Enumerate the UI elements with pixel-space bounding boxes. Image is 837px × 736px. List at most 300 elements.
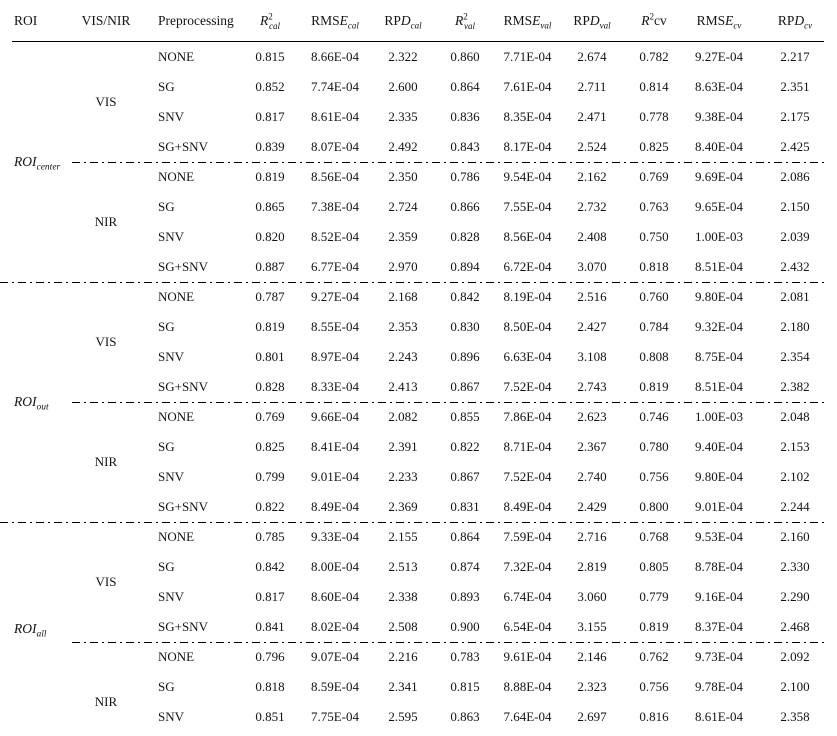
value-cell: 0.863	[450, 709, 480, 724]
table-body	[0, 42, 837, 732]
value-cell: 2.039	[780, 229, 810, 244]
value-cell: 2.217	[780, 49, 810, 64]
roi-cell-spacer	[0, 462, 78, 492]
value-cell: 9.40E-04	[694, 439, 744, 454]
value-cell: 0.769	[639, 169, 669, 184]
value-cell: 6.72E-04	[503, 259, 552, 274]
band-label-nir: NIR	[94, 694, 118, 709]
text-segment: RP	[573, 13, 590, 28]
band-label-vis: VIS	[95, 94, 117, 109]
column-header-rpd-cal	[370, 0, 436, 42]
value-cell: 2.330	[780, 559, 810, 574]
value-cell: 9.65E-04	[694, 199, 744, 214]
value-cell: 2.697	[577, 709, 607, 724]
value-cell: 0.864	[450, 79, 480, 94]
roi-cell-spacer	[0, 342, 78, 372]
value-cell: 2.524	[577, 139, 607, 154]
value-cell: 0.815	[450, 679, 480, 694]
value-cell: 2.155	[388, 529, 418, 544]
text-segment: R	[641, 13, 650, 28]
band-cell-spacer	[78, 282, 134, 312]
band-cell-spacer	[78, 252, 134, 282]
value-cell: 0.860	[450, 49, 480, 64]
value-cell: 0.805	[639, 559, 669, 574]
value-cell: 0.867	[450, 379, 480, 394]
preprocessing-cell: SG+SNV	[158, 139, 208, 154]
value-cell: 2.508	[388, 619, 418, 634]
value-cell: 0.746	[639, 409, 669, 424]
band-cell-spacer	[78, 372, 134, 402]
text-segment: RMS	[696, 13, 726, 28]
preprocessing-cell: SNV	[158, 229, 185, 244]
roi-cell-spacer	[0, 102, 78, 132]
header-row	[0, 0, 837, 42]
header-rule	[12, 41, 824, 42]
value-cell: 2.323	[577, 679, 607, 694]
value-cell: 7.75E-04	[310, 709, 360, 724]
value-cell: 8.00E-04	[310, 559, 360, 574]
value-cell: 8.66E-04	[310, 49, 360, 64]
preprocessing-cell: SNV	[158, 469, 185, 484]
text-segment: RMS	[503, 13, 533, 28]
value-cell: 9.61E-04	[503, 649, 552, 664]
text-segment: ROI	[14, 13, 38, 28]
preprocessing-cell: SG	[158, 679, 175, 694]
value-cell: 8.75E-04	[694, 349, 744, 364]
roi-cell-spacer	[0, 492, 78, 522]
value-cell: 8.63E-04	[694, 79, 744, 94]
roi-cell-spacer	[0, 702, 78, 732]
value-cell: 7.59E-04	[503, 529, 552, 544]
value-cell: 0.866	[450, 199, 480, 214]
band-label-vis: VIS	[95, 574, 117, 589]
value-cell: 9.80E-04	[694, 469, 744, 484]
value-cell: 7.71E-04	[503, 49, 552, 64]
text-segment: VIS/NIR	[81, 13, 131, 28]
value-cell: 2.153	[780, 439, 810, 454]
value-cell: 2.716	[577, 529, 607, 544]
value-cell: 0.855	[450, 409, 480, 424]
value-cell: 8.52E-04	[310, 229, 360, 244]
value-cell: 1.00E-03	[694, 229, 744, 244]
text-segment: Preprocessing	[158, 13, 234, 28]
column-header-r2-cv	[623, 0, 685, 42]
text-segment: D	[400, 13, 411, 28]
value-cell: 0.818	[255, 679, 285, 694]
text-segment: cv	[733, 20, 742, 31]
value-cell: 8.19E-04	[503, 289, 552, 304]
value-cell: 9.53E-04	[694, 529, 744, 544]
group-separator-line	[0, 282, 827, 283]
value-cell: 8.37E-04	[694, 619, 744, 634]
band-label-vis: VIS	[95, 334, 117, 349]
roi-cell-spacer	[0, 282, 78, 312]
roi-cell-spacer	[0, 252, 78, 282]
value-cell: 0.799	[255, 469, 285, 484]
value-cell: 2.335	[388, 109, 418, 124]
value-cell: 0.830	[450, 319, 480, 334]
value-cell: 0.894	[450, 259, 480, 274]
text-segment: cal	[347, 20, 359, 31]
value-cell: 2.243	[388, 349, 418, 364]
table-row	[0, 522, 837, 552]
value-cell: 0.817	[255, 109, 285, 124]
value-cell: 2.341	[388, 679, 418, 694]
column-header-rmse-cal	[300, 0, 370, 42]
value-cell: 8.33E-04	[310, 379, 360, 394]
column-header-rmse-cv	[685, 0, 753, 42]
value-cell: 0.814	[639, 79, 669, 94]
text-segment: E	[532, 13, 541, 28]
value-cell: 7.52E-04	[503, 469, 552, 484]
value-cell: 9.54E-04	[503, 169, 552, 184]
value-cell: 8.51E-04	[694, 259, 744, 274]
column-header-rmse-val	[494, 0, 561, 42]
value-cell: 8.17E-04	[503, 139, 552, 154]
value-cell: 0.760	[639, 289, 669, 304]
roi-cell-spacer	[0, 582, 78, 612]
value-cell: 0.756	[639, 679, 669, 694]
value-cell: 2.290	[780, 589, 810, 604]
value-cell: 0.784	[639, 319, 669, 334]
value-cell: 2.429	[577, 499, 607, 514]
table-row	[0, 282, 837, 312]
value-cell: 0.839	[255, 139, 285, 154]
band-cell-spacer	[78, 132, 134, 162]
text-segment: cal	[410, 20, 422, 31]
text-segment: R	[260, 13, 269, 28]
band-cell-spacer	[78, 522, 134, 552]
value-cell: 2.338	[388, 589, 418, 604]
roi-cell-spacer	[0, 432, 78, 462]
value-cell: 7.61E-04	[503, 79, 552, 94]
band-separator-line	[72, 162, 827, 163]
value-cell: 3.155	[577, 619, 607, 634]
value-cell: 0.780	[639, 439, 669, 454]
text-segment: RP	[384, 13, 401, 28]
value-cell: 8.88E-04	[503, 679, 552, 694]
value-cell: 0.828	[255, 379, 285, 394]
value-cell: 0.819	[639, 619, 669, 634]
value-cell: 8.97E-04	[310, 349, 360, 364]
value-cell: 0.779	[639, 589, 669, 604]
value-cell: 0.786	[450, 169, 480, 184]
value-cell: 9.38E-04	[694, 109, 744, 124]
value-cell: 2.354	[780, 349, 810, 364]
value-cell: 2.711	[577, 79, 607, 94]
value-cell: 2.600	[388, 79, 418, 94]
roi-cell-spacer	[0, 552, 78, 582]
value-cell: 9.16E-04	[694, 589, 744, 604]
value-cell: 0.817	[255, 589, 285, 604]
preprocessing-cell: SG	[158, 559, 175, 574]
value-cell: 0.750	[639, 229, 669, 244]
value-cell: 9.66E-04	[310, 409, 360, 424]
value-cell: 0.842	[450, 289, 480, 304]
value-cell: 8.07E-04	[310, 139, 360, 154]
value-cell: 2.162	[577, 169, 607, 184]
table-row	[0, 252, 837, 282]
value-cell: 2.623	[577, 409, 607, 424]
value-cell: 2.408	[577, 229, 607, 244]
value-cell: 7.74E-04	[310, 79, 360, 94]
preprocessing-cell: SG	[158, 79, 175, 94]
preprocessing-cell: SG+SNV	[158, 379, 208, 394]
value-cell: 0.820	[255, 229, 285, 244]
value-cell: 8.49E-04	[310, 499, 360, 514]
value-cell: 2.244	[780, 499, 810, 514]
value-cell: 2.369	[388, 499, 418, 514]
table-row	[0, 162, 837, 192]
value-cell: 2.175	[780, 109, 810, 124]
text-segment: 2	[268, 11, 273, 22]
roi-group-label	[14, 621, 47, 640]
value-cell: 3.060	[577, 589, 607, 604]
preprocessing-cell: NONE	[158, 49, 195, 64]
value-cell: 0.887	[255, 259, 285, 274]
value-cell: 2.595	[388, 709, 418, 724]
value-cell: 2.359	[388, 229, 418, 244]
text-segment: all	[36, 629, 47, 640]
value-cell: 2.358	[780, 709, 810, 724]
value-cell: 0.808	[639, 349, 669, 364]
value-cell: 0.864	[450, 529, 480, 544]
value-cell: 2.367	[577, 439, 607, 454]
value-cell: 7.38E-04	[310, 199, 360, 214]
column-header-r2-cal	[240, 0, 300, 42]
preprocessing-cell: SG	[158, 439, 175, 454]
value-cell: 3.108	[577, 349, 607, 364]
table-row	[0, 132, 837, 162]
column-header-rpd-cv	[753, 0, 837, 42]
text-segment: 2	[649, 11, 654, 22]
value-cell: 0.819	[255, 169, 285, 184]
value-cell: 6.77E-04	[310, 259, 360, 274]
value-cell: 2.350	[388, 169, 418, 184]
table-row	[0, 642, 837, 672]
band-cell-spacer	[78, 492, 134, 522]
value-cell: 0.762	[639, 649, 669, 664]
value-cell: 0.842	[255, 559, 285, 574]
value-cell: 0.900	[450, 619, 480, 634]
value-cell: 2.180	[780, 319, 810, 334]
value-cell: 2.740	[577, 469, 607, 484]
text-segment: E	[725, 13, 734, 28]
value-cell: 0.769	[255, 409, 285, 424]
value-cell: 0.816	[639, 709, 669, 724]
table-row	[0, 492, 837, 522]
value-cell: 0.818	[639, 259, 669, 274]
group-separator-line	[0, 522, 827, 523]
value-cell: 0.831	[450, 499, 480, 514]
value-cell: 2.674	[577, 49, 607, 64]
value-cell: 0.865	[255, 199, 285, 214]
roi-group-label	[14, 154, 61, 173]
band-cell-spacer	[78, 42, 134, 72]
text-segment: val	[599, 20, 611, 31]
value-cell: 8.41E-04	[310, 439, 360, 454]
value-cell: 0.893	[450, 589, 480, 604]
value-cell: 1.00E-03	[694, 409, 744, 424]
value-cell: 6.63E-04	[503, 349, 552, 364]
value-cell: 6.74E-04	[503, 589, 552, 604]
value-cell: 2.146	[577, 649, 607, 664]
value-cell: 2.082	[388, 409, 418, 424]
value-cell: 0.785	[255, 529, 285, 544]
value-cell: 8.51E-04	[694, 379, 744, 394]
value-cell: 7.52E-04	[503, 379, 552, 394]
value-cell: 9.01E-04	[694, 499, 744, 514]
value-cell: 2.382	[780, 379, 810, 394]
text-segment: R	[455, 13, 464, 28]
value-cell: 2.092	[780, 649, 810, 664]
value-cell: 9.07E-04	[310, 649, 360, 664]
value-cell: 3.070	[577, 259, 607, 274]
value-cell: 2.516	[577, 289, 607, 304]
value-cell: 2.100	[780, 679, 810, 694]
roi-cell-spacer	[0, 642, 78, 672]
value-cell: 9.32E-04	[694, 319, 744, 334]
roi-cell-spacer	[0, 312, 78, 342]
value-cell: 0.819	[639, 379, 669, 394]
preprocessing-cell: SG+SNV	[158, 499, 208, 514]
band-label-nir: NIR	[94, 454, 118, 469]
text-segment: D	[794, 13, 805, 28]
value-cell: 0.852	[255, 79, 285, 94]
value-cell: 0.874	[450, 559, 480, 574]
value-cell: 2.819	[577, 559, 607, 574]
value-cell: 2.322	[388, 49, 418, 64]
value-cell: 2.513	[388, 559, 418, 574]
value-cell: 0.828	[450, 229, 480, 244]
value-cell: 2.425	[780, 139, 810, 154]
value-cell: 8.02E-04	[310, 619, 360, 634]
value-cell: 0.763	[639, 199, 669, 214]
value-cell: 2.432	[780, 259, 810, 274]
value-cell: 8.78E-04	[694, 559, 744, 574]
column-header-roi	[0, 0, 78, 42]
band-cell-spacer	[78, 402, 134, 432]
value-cell: 2.160	[780, 529, 810, 544]
band-cell-spacer	[78, 612, 134, 642]
value-cell: 0.896	[450, 349, 480, 364]
roi-cell-spacer	[0, 522, 78, 552]
text-segment: E	[339, 13, 348, 28]
preprocessing-cell: NONE	[158, 529, 195, 544]
text-segment: cv	[654, 13, 667, 28]
preprocessing-cell: NONE	[158, 409, 195, 424]
value-cell: 0.822	[255, 499, 285, 514]
value-cell: 2.150	[780, 199, 810, 214]
band-separator-line	[72, 402, 827, 403]
value-cell: 2.351	[780, 79, 810, 94]
column-header-rpd-val	[561, 0, 623, 42]
value-cell: 9.80E-04	[694, 289, 744, 304]
value-cell: 8.40E-04	[694, 139, 744, 154]
value-cell: 7.86E-04	[503, 409, 552, 424]
column-header-vis-nir	[78, 0, 134, 42]
value-cell: 2.427	[577, 319, 607, 334]
value-cell: 0.819	[255, 319, 285, 334]
value-cell: 2.353	[388, 319, 418, 334]
value-cell: 0.756	[639, 469, 669, 484]
value-cell: 8.35E-04	[503, 109, 552, 124]
text-segment: ROI	[14, 154, 37, 169]
roi-cell-spacer	[0, 42, 78, 72]
text-segment: RMS	[311, 13, 340, 28]
text-segment: RP	[777, 13, 795, 28]
preprocessing-cell: SNV	[158, 589, 185, 604]
value-cell: 8.49E-04	[503, 499, 552, 514]
value-cell: 9.27E-04	[310, 289, 360, 304]
value-cell: 8.56E-04	[503, 229, 552, 244]
value-cell: 0.796	[255, 649, 285, 664]
column-header-preprocessing	[134, 0, 240, 42]
value-cell: 0.783	[450, 649, 480, 664]
preprocessing-cell: SG+SNV	[158, 259, 208, 274]
roi-cell-spacer	[0, 72, 78, 102]
roi-cell-spacer	[0, 192, 78, 222]
value-cell: 0.800	[639, 499, 669, 514]
value-cell: 0.787	[255, 289, 285, 304]
value-cell: 8.59E-04	[310, 679, 360, 694]
preprocessing-cell: SG	[158, 199, 175, 214]
value-cell: 2.743	[577, 379, 607, 394]
value-cell: 0.851	[255, 709, 285, 724]
value-cell: 2.732	[577, 199, 607, 214]
value-cell: 0.778	[639, 109, 669, 124]
value-cell: 2.724	[388, 199, 418, 214]
value-cell: 0.867	[450, 469, 480, 484]
value-cell: 9.78E-04	[694, 679, 744, 694]
value-cell: 0.825	[639, 139, 669, 154]
value-cell: 2.492	[388, 139, 418, 154]
value-cell: 2.102	[780, 469, 810, 484]
value-cell: 8.55E-04	[310, 319, 360, 334]
value-cell: 0.815	[255, 49, 285, 64]
value-cell: 8.50E-04	[503, 319, 552, 334]
preprocessing-cell: SG	[158, 319, 175, 334]
table-row	[0, 612, 837, 642]
preprocessing-cell: SG+SNV	[158, 619, 208, 634]
roi-cell-spacer	[0, 222, 78, 252]
roi-group-label	[14, 394, 49, 413]
value-cell: 2.048	[780, 409, 810, 424]
value-cell: 0.841	[255, 619, 285, 634]
value-cell: 2.216	[388, 649, 418, 664]
preprocessing-cell: NONE	[158, 169, 195, 184]
value-cell: 9.69E-04	[694, 169, 744, 184]
preprocessing-cell: SNV	[158, 109, 185, 124]
preprocessing-cell: NONE	[158, 289, 195, 304]
text-segment: cv	[804, 20, 813, 31]
text-segment: val	[463, 20, 475, 31]
value-cell: 8.61E-04	[694, 709, 744, 724]
band-cell-spacer	[78, 642, 134, 672]
value-cell: 8.60E-04	[310, 589, 360, 604]
roi-cell-spacer	[0, 672, 78, 702]
band-separator-line	[72, 642, 827, 643]
value-cell: 9.27E-04	[694, 49, 744, 64]
value-cell: 2.081	[780, 289, 810, 304]
value-cell: 2.391	[388, 439, 418, 454]
value-cell: 0.843	[450, 139, 480, 154]
column-header-r2-val	[436, 0, 494, 42]
value-cell: 7.64E-04	[503, 709, 552, 724]
table-row	[0, 42, 837, 72]
value-cell: 0.782	[639, 49, 669, 64]
text-segment: center	[36, 162, 61, 173]
